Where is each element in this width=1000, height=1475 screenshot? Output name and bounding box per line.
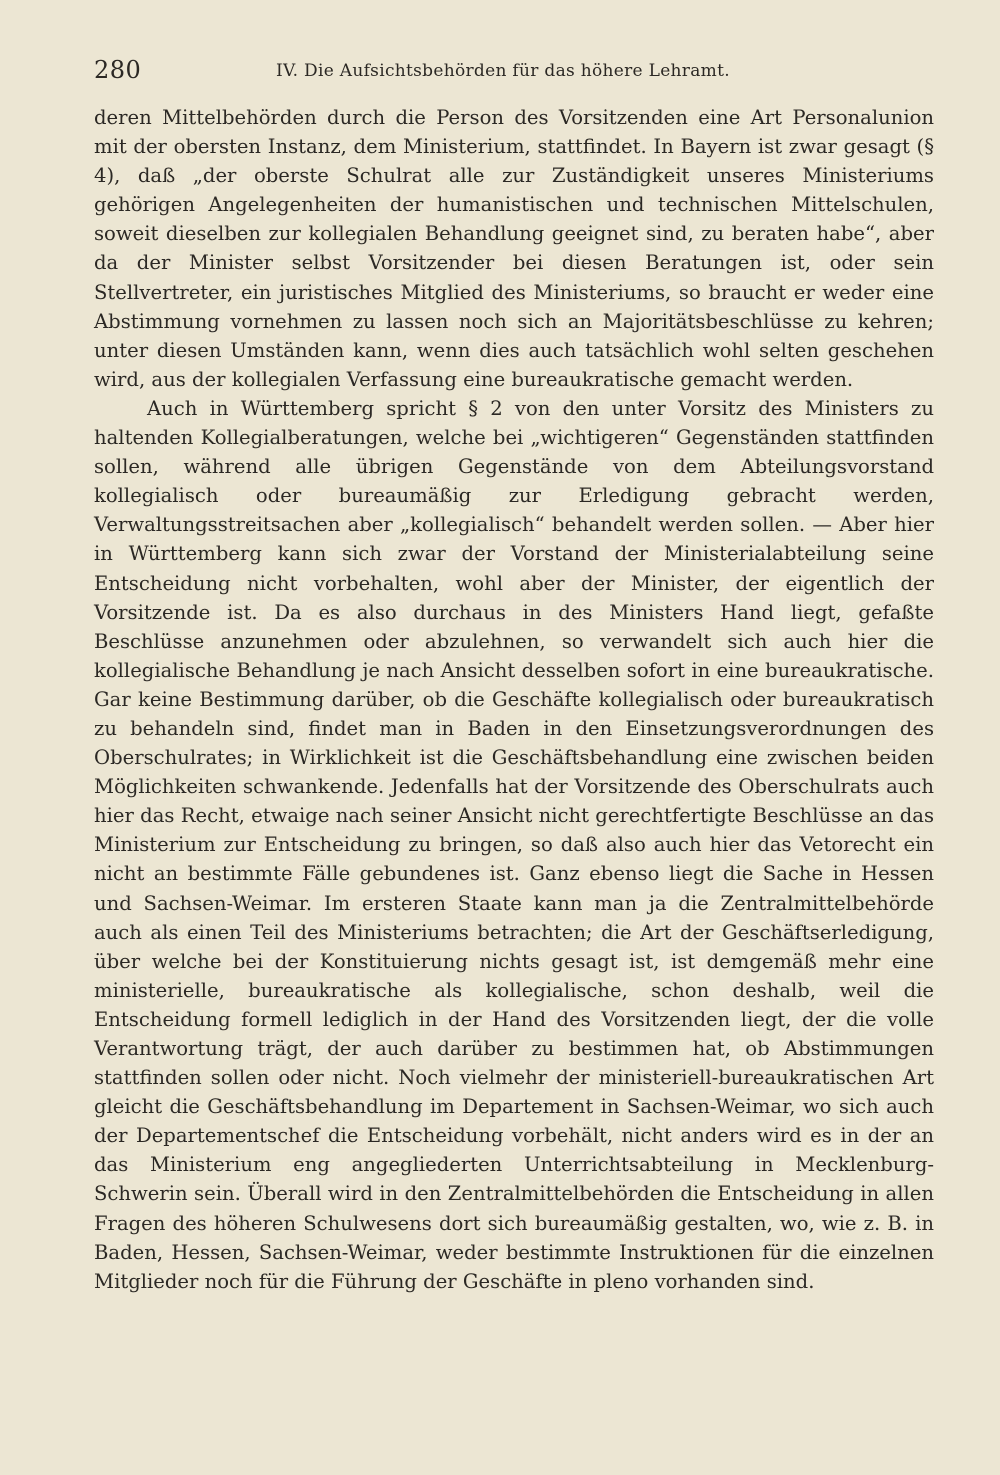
chapter-title: IV. Die Aufsichtsbehörden für das höhere Lehramt. [276, 61, 730, 81]
paragraph-2: Auch in Württemberg spricht § 2 von den unter Vorsitz des Ministers zu haltenden Kollegialberatungen, welche bei „wichtigeren“ Gegenständen stattfinden sollen, während alle übrigen Gegenstände von dem Abteilungsvorstand kollegialisch oder bureaumäßig zur Erledigung gebracht werden, Verwaltungsstreitsachen aber „kollegialisch“ behandelt werden sollen. — Aber hier in Württemberg kann sich zwar der Vorstand der Ministerialabteilung seine Entscheidung nicht vorbehalten, wohl aber der Minister, der eigentlich der Vorsitzende ist. Da es also durchaus in des Ministers Hand liegt, gefaßte Beschlüsse anzunehmen oder abzulehnen, so verwandelt sich auch hier die kollegialische Behandlung je nach Ansicht desselben sofort in eine bureaukratische. Gar keine Bestimmung darüber, ob die Geschäfte kollegialisch oder bureaukratisch zu behandeln sind, findet man in Baden in den Einsetzungsverordnungen des Oberschulrates; in Wirklichkeit ist die Geschäftsbehandlung eine zwischen beiden Möglichkeiten schwankende. Jedenfalls hat der Vorsitzende des Oberschulrats auch hier das Recht, etwaige nach seiner Ansicht nicht gerechtfertigte Beschlüsse an das Ministerium zur Entscheidung zu bringen, so daß also auch hier das Vetorecht ein nicht an bestimmte Fälle gebundenes ist. Ganz ebenso liegt die Sache in Hessen und Sachsen-Weimar. Im ersteren Staate kann man ja die Zentralmittelbehörde auch als einen Teil des Ministeriums betrachten; die Art der Geschäftserledigung, über welche bei der Konstituierung nichts gesagt ist, ist demgemäß mehr eine ministerielle, bureaukratische als kollegialische, schon deshalb, weil die Entscheidung formell lediglich in der Hand des Vorsitzenden liegt, der die volle Verantwortung trägt, der auch darüber zu bestimmen hat, ob Abstimmungen stattfinden sollen oder nicht. Noch vielmehr der ministeriell-bureaukratischen Art gleicht die Geschäftsbehandlung im Departement in Sachsen-Weimar, wo sich auch der Departementschef die Entscheidung vorbehält, nicht anders wird es in der an das Ministerium eng angegliederten Unterrichtsabteilung in Mecklenburg-Schwerin sein. Überall wird in den Zentralmittelbehörden die Entscheidung in allen Fragen des höheren Schulwesens dort sich bureaumäßig gestalten, wo, wie z. B. in Baden, Hessen, Sachsen-Weimar, weder bestimmte Instruktionen für die einzelnen Mitglieder noch für die Führung der Geschäfte in pleno vorhanden sind. [94, 396, 934, 1293]
running-header [94, 56, 930, 92]
page-number: 280 [94, 56, 142, 84]
body-text [94, 103, 934, 1296]
paragraph-1: deren Mittelbehörden durch die Person des Vorsitzenden eine Art Personalunion mit der obersten Instanz, dem Ministerium, stattfindet. In Bayern ist zwar gesagt (§ 4), daß „der oberste Schulrat alle zur Zuständigkeit unseres Ministeriums gehörigen Angelegenheiten der humanistischen und technischen Mittelschulen, soweit dieselben zur kollegialen Behandlung geeignet sind, zu beraten habe“, aber da der Minister selbst Vorsitzender bei diesen Beratungen ist, oder sein Stellvertreter, ein juristisches Mitglied des Ministeriums, so braucht er weder eine Abstimmung vornehmen zu lassen noch sich an Majoritätsbeschlüsse zu kehren; unter diesen Umständen kann, wenn dies auch tatsächlich wohl selten geschehen wird, aus der kollegialen Verfassung eine bureaukratische gemacht werden. [94, 106, 934, 391]
